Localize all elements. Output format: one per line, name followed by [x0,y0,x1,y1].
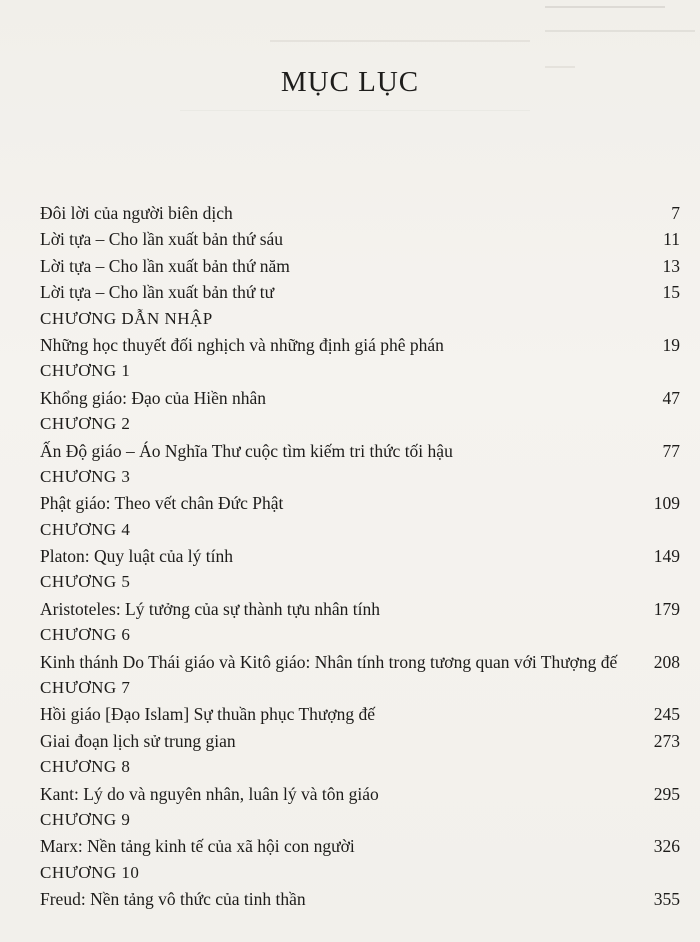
toc-entry-label: Đôi lời của người biên dịch [40,203,233,223]
toc-entry-page-number: 47 [662,387,680,408]
show-through-line [545,30,695,40]
toc-entry-page-number: 7 [671,203,680,223]
page-title: MỤC LỤC [280,66,420,98]
toc-entry-label: Lời tựa – Cho lần xuất bản thứ sáu [40,229,284,250]
toc-entry [40,253,680,279]
toc-entry-label: Lời tựa – Cho lần xuất bản thứ năm [40,255,290,276]
toc-chapter-heading [40,306,680,332]
toc-entry-label: CHƯƠNG 6 [40,625,131,645]
toc-chapter-heading [40,569,680,595]
toc-entry [40,385,680,411]
toc-chapter-heading [40,807,680,833]
toc-entry-label: CHƯƠNG 4 [40,519,131,539]
toc-entry-label: Phật giáo: Theo vết chân Đức Phật [40,493,284,514]
toc-entry-label: CHƯƠNG 8 [40,757,131,777]
toc-entry-page-number: 179 [653,598,680,619]
toc-entry-label: CHƯƠNG 7 [40,678,131,698]
toc-entry-page-number: 326 [653,836,680,857]
toc-entry-page-number: 19 [662,334,680,355]
toc-entry-label: Marx: Nền tảng kinh tế của xã hội con người [40,836,355,857]
toc-chapter-heading [40,675,680,701]
toc-chapter-heading [40,517,680,543]
toc-entry-label: Ấn Độ giáo – Áo Nghĩa Thư cuộc tìm kiếm tri thức tối hậu [40,440,453,461]
toc-entry-page-number: 295 [653,783,680,804]
toc-entry [40,701,680,727]
toc-chapter-heading [40,754,680,780]
toc-entry-page-number: 245 [653,704,680,725]
toc-entry-label: Hồi giáo [Đạo Islam] Sự thuần phục Thượng đế [40,704,376,725]
toc-entry-label: Khổng giáo: Đạo của Hiền nhân [40,387,266,408]
toc-entry-label: CHƯƠNG 10 [40,862,140,882]
toc-entry [40,332,680,358]
toc-entry [40,279,680,305]
toc-entry [40,438,680,464]
toc-entry-page-number: 355 [653,889,680,910]
toc-entry-label: CHƯƠNG 1 [40,361,131,381]
toc-entry-label: Lời tựa – Cho lần xuất bản thứ tư [40,282,275,303]
toc-entry [40,833,680,859]
table-of-contents [40,200,680,913]
toc-entry-page-number: 109 [653,493,680,514]
toc-entry-label: CHƯƠNG 2 [40,414,131,434]
toc-entry [40,781,680,807]
show-through-line [270,40,530,50]
toc-entry-page-number: 273 [653,730,680,751]
toc-entry [40,596,680,622]
toc-entry-label: Kinh thánh Do Thái giáo và Kitô giáo: Nhân tính trong tương quan với Thượng đế [40,651,618,672]
toc-entry-label: Giai đoạn lịch sử trung gian [40,730,236,751]
show-through-line [545,6,665,18]
toc-entry [40,200,680,226]
toc-entry-page-number: 149 [653,546,680,567]
toc-entry-label: CHƯƠNG 3 [40,466,131,486]
toc-chapter-heading [40,860,680,886]
toc-entry [40,226,680,252]
toc-chapter-heading [40,411,680,437]
toc-entry [40,886,680,912]
toc-entry-label: Kant: Lý do và nguyên nhân, luân lý và tôn giáo [40,783,379,804]
toc-entry-label: Aristoteles: Lý tưởng của sự thành tựu nhân tính [40,598,381,619]
toc-entry-label: CHƯƠNG 9 [40,809,131,829]
toc-entry [40,543,680,569]
toc-chapter-heading [40,358,680,384]
toc-entry-page-number: 15 [662,282,680,303]
toc-entry-page-number: 208 [653,651,680,672]
toc-entry-page-number: 13 [662,255,680,276]
toc-entry-label: Freud: Nền tảng vô thức của tinh thần [40,889,306,910]
toc-entry-page-number: 77 [662,440,680,461]
toc-entry-label: Platon: Quy luật của lý tính [40,546,233,567]
toc-entry-label: Những học thuyết đối nghịch và những định giá phê phán [40,334,444,355]
toc-entry-label: CHƯƠNG 5 [40,572,131,592]
toc-chapter-heading [40,464,680,490]
toc-entry-page-number: 11 [663,229,680,250]
toc-entry [40,490,680,516]
toc-chapter-heading [40,622,680,648]
toc-entry [40,728,680,754]
toc-entry-label: CHƯƠNG DẪN NHẬP [40,308,213,328]
toc-entry [40,649,680,675]
